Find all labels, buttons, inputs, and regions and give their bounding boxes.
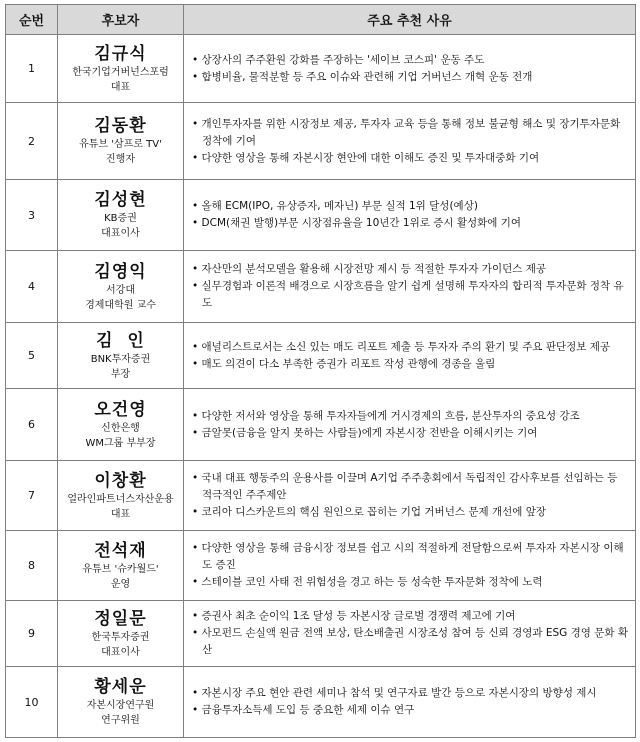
row-number: 5: [6, 323, 58, 389]
candidate-cell: [58, 667, 184, 738]
table-row: [6, 389, 636, 461]
candidate-affiliation: 연구위원: [101, 715, 140, 726]
reason-cell: [184, 461, 636, 531]
reason-cell: [184, 103, 636, 180]
reason-item: [192, 608, 629, 625]
reason-text: 자본시장 주요 현안 관련 세미나 참석 및 연구자료 발간 등으로 자본시장의 방향성 제시: [201, 687, 597, 699]
bullet-icon: •: [192, 542, 202, 554]
candidate-affiliation: 자본시장연구원: [86, 700, 155, 711]
candidate-name: 이창환: [94, 470, 147, 491]
candidate-cell: [58, 323, 184, 389]
candidate-name: 정일문: [94, 608, 147, 629]
reason-text: 다양한 저서와 영상을 통해 투자자들에게 거시경제의 흐름, 분산투자의 중요성 강조: [201, 409, 580, 422]
bullet-icon: •: [192, 627, 202, 639]
table-row: [6, 461, 636, 531]
reason-cell: [184, 667, 636, 738]
candidate-affiliation: 유튜브 '삼프로 TV': [79, 139, 162, 150]
reason-text: 다양한 영상을 통해 금융시장 정보를 쉽고 시의 적절하게 전달함으로써 투자자 자본시장 이해도 증진: [201, 542, 624, 571]
candidate-cell: [58, 601, 184, 667]
candidate-cell: [58, 531, 184, 601]
reason-cell: [184, 531, 636, 601]
reason-text: 애널리스트로서는 소신 있는 매도 리포트 제출 등 투자자 주의 환기 및 주요 판단정보 제공: [201, 340, 611, 353]
reason-text: 스테이블 코인 사태 전 위험성을 경고 하는 등 성숙한 투자문화 정착에 노력: [201, 576, 543, 588]
reason-item: [192, 116, 629, 150]
reason-item: [192, 69, 629, 86]
reason-text: 상장사의 주주환원 강화를 주장하는 '세이브 코스피' 운동 주도: [201, 53, 485, 66]
table-header-row: [6, 5, 636, 35]
reason-cell: [184, 601, 636, 667]
candidate-affiliation: 진행자: [106, 154, 135, 165]
candidate-cell: [58, 103, 184, 180]
candidate-name: 김 인: [96, 330, 145, 351]
reason-text: DCM(채권 발행)부문 시장점유율을 10년간 1위로 증시 활성화에 기여: [201, 217, 522, 229]
row-number: 10: [6, 667, 58, 738]
table-row: [6, 531, 636, 601]
candidate-affiliation: 얼라인파트너스자산운용: [67, 493, 174, 505]
reason-item: [192, 425, 629, 442]
bullet-icon: •: [192, 357, 202, 370]
candidate-affiliation: 서강대: [106, 284, 135, 296]
reason-text: 사모펀드 손실액 원금 전액 보상, 탄소배출권 시장조성 참여 등 신뢰 경영과 ESG 경영 문화 확산: [201, 627, 629, 656]
reason-item: [192, 540, 629, 574]
header-reason: 주요 추천 사유: [184, 5, 636, 35]
reason-text: 올해 ECM(IPO, 유상증자, 메자닌) 부문 실적 1위 달성(예상): [201, 200, 478, 212]
reason-cell: [184, 35, 636, 103]
reason-text: 개인투자자를 위한 시장정보 제공, 투자자 교육 등을 통해 정보 불균형 해소 및 장기투자문화 정착에 기여: [201, 117, 621, 147]
bullet-icon: •: [192, 280, 202, 292]
bullet-icon: •: [192, 117, 202, 130]
bullet-icon: •: [192, 610, 202, 622]
candidate-affiliation: BNK투자증권: [90, 353, 151, 365]
bullet-icon: •: [192, 426, 202, 439]
bullet-icon: •: [192, 576, 202, 588]
reason-cell: [184, 389, 636, 461]
candidate-affiliation: 신한은행: [101, 422, 140, 434]
table-row: [6, 103, 636, 180]
bullet-icon: •: [192, 53, 202, 66]
bullet-icon: •: [192, 151, 202, 164]
reason-item: [192, 470, 629, 504]
table-body: [6, 35, 636, 738]
header-candidate: 후보자: [58, 5, 184, 35]
bullet-icon: •: [192, 687, 202, 699]
row-number: 1: [6, 35, 58, 103]
candidate-name: 황세운: [94, 677, 147, 697]
row-number: 3: [6, 180, 58, 251]
reason-cell: [184, 323, 636, 389]
table-row: [6, 35, 636, 103]
reason-item: [192, 215, 629, 232]
candidate-name: 김규식: [94, 43, 147, 64]
candidate-affiliation: 한국기업거버넌스포럼: [72, 66, 169, 78]
bullet-icon: •: [192, 263, 202, 275]
table-row: [6, 180, 636, 251]
candidate-cell: [58, 251, 184, 323]
candidate-name: 전석재: [94, 540, 147, 561]
reason-cell: [184, 251, 636, 323]
bullet-icon: •: [192, 704, 202, 716]
reason-item: [192, 150, 629, 167]
reason-text: 코리아 디스카운트의 핵심 원인으로 꼽히는 기업 거버넌스 문제 개선에 앞장: [201, 506, 547, 518]
candidate-affiliation: WM그룹 부부장: [85, 437, 156, 449]
reason-item: [192, 52, 629, 69]
reason-item: [192, 339, 629, 356]
reason-text: 금알못(금융을 알지 못하는 사람들)에게 자본시장 전반을 이해시키는 기여: [201, 426, 538, 439]
candidate-affiliation: 유튜브 '슈카월드': [82, 563, 159, 575]
candidate-affiliation: 경제대학원 교수: [85, 299, 156, 311]
reason-text: 매도 의견이 다소 부족한 증권가 리포트 작성 관행에 경종을 울림: [201, 357, 496, 370]
reason-text: 실무경험과 이론적 배경으로 시장흐름을 알기 쉽게 설명해 투자자의 합리적 투자문화 정착 유도: [201, 280, 624, 309]
candidate-cell: [58, 461, 184, 531]
reason-text: 금융투자소득세 도입 등 중요한 세제 이슈 연구: [201, 704, 415, 716]
reason-item: [192, 702, 629, 719]
candidate-name: 오건영: [94, 399, 147, 420]
reason-item: [192, 408, 629, 425]
reason-item: [192, 261, 629, 278]
bullet-icon: •: [192, 200, 202, 212]
reason-item: [192, 504, 629, 521]
candidate-cell: [58, 35, 184, 103]
reason-text: 증권사 최초 순이익 1조 달성 등 자본시장 글로벌 경쟁력 제고에 기여: [201, 610, 516, 622]
candidate-affiliation: 대표: [110, 81, 131, 93]
reason-cell: [184, 180, 636, 251]
row-number: 6: [6, 389, 58, 461]
candidate-table: [5, 4, 636, 738]
reason-text: 자산만의 분석모델을 활용해 시장전망 제시 등 적절한 투자자 가이던스 제공: [201, 263, 547, 275]
reason-item: [192, 198, 629, 215]
candidate-name: 김영익: [94, 261, 147, 282]
candidate-affiliation: 운영: [110, 578, 131, 590]
reason-item: [192, 574, 629, 591]
reason-text: 다양한 영상을 통해 자본시장 현안에 대한 이해도 증진 및 투자대중화 기여: [201, 151, 540, 164]
bullet-icon: •: [192, 472, 202, 484]
candidate-name: 김동환: [94, 116, 147, 136]
bullet-icon: •: [192, 70, 202, 83]
candidate-affiliation: KB증권: [104, 213, 137, 224]
candidate-cell: [58, 389, 184, 461]
reason-item: [192, 685, 629, 702]
bullet-icon: •: [192, 217, 202, 229]
row-number: 2: [6, 103, 58, 180]
row-number: 7: [6, 461, 58, 531]
header-no: 순번: [6, 5, 58, 35]
candidate-affiliation: 한국투자증권: [91, 631, 150, 643]
candidate-affiliation: 대표이사: [101, 228, 140, 239]
reason-text: 합병비율, 물적분할 등 주요 이슈와 관련해 기업 거버넌스 개혁 운동 전개: [201, 70, 533, 83]
bullet-icon: •: [192, 340, 202, 353]
row-number: 4: [6, 251, 58, 323]
table-row: [6, 667, 636, 738]
candidate-affiliation: 부장: [110, 368, 131, 380]
reason-item: [192, 278, 629, 312]
row-number: 8: [6, 531, 58, 601]
row-number: 9: [6, 601, 58, 667]
table-row: [6, 323, 636, 389]
candidate-affiliation: 대표: [110, 508, 131, 520]
reason-item: [192, 625, 629, 659]
table-row: [6, 601, 636, 667]
bullet-icon: •: [192, 506, 202, 518]
reason-item: [192, 356, 629, 373]
reason-text: 국내 대표 행동주의 운용사를 이끌며 A기업 주주총회에서 독립적인 감사후보를 선임하는 등 적극적인 주주제안: [201, 472, 618, 501]
candidate-affiliation: 대표이사: [101, 646, 140, 658]
bullet-icon: •: [192, 409, 202, 422]
table-row: [6, 251, 636, 323]
candidate-table-container: [5, 4, 635, 738]
candidate-cell: [58, 180, 184, 251]
candidate-name: 김성현: [94, 190, 147, 210]
